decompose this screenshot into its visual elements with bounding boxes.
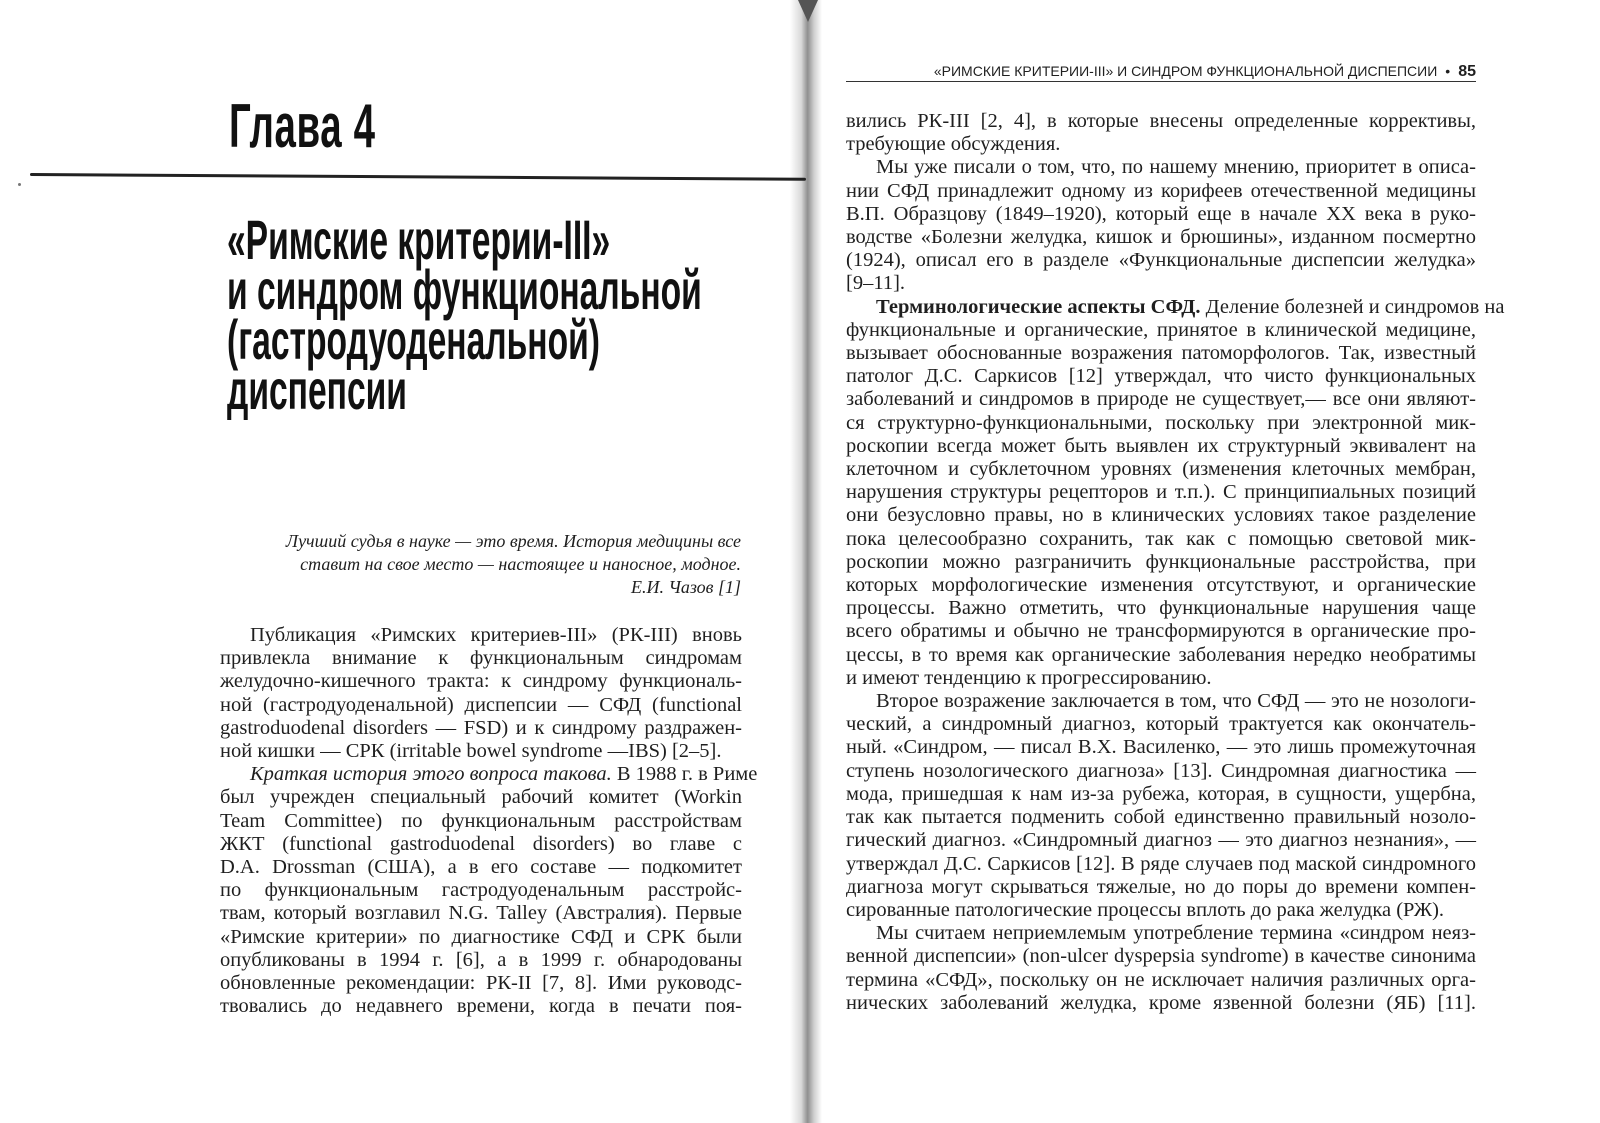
text-line: нии СФД принадлежит одному из корифеев отечественной медицины <box>846 179 1476 202</box>
paragraph <box>846 690 1476 922</box>
text-line: функциональные и органические, принятое в клинической медицине, <box>846 318 1476 341</box>
gutter-shadow-mark <box>798 0 818 22</box>
left-body-text <box>220 624 758 1018</box>
chapter-title-line: (гастродуоденальной) <box>227 308 600 371</box>
text-line: ной кишки — СРК (irritable bowel syndrome —IBS) [2–5]. <box>220 740 722 763</box>
text-line: всего обратимы и обычно не трансформируются в органические про- <box>846 620 1476 643</box>
text-line: был учрежден специальный рабочий комитет (Workin <box>220 786 742 809</box>
paragraph <box>846 156 1476 295</box>
text-line: вились РК-III [2, 4], в которые внесены определенные коррективы, <box>846 110 1476 132</box>
text-line: ступень нозологического диагноза» [13]. Синдромная диагностика — <box>846 759 1476 782</box>
paragraph <box>220 763 758 1018</box>
paragraph-lead-bold: Терминологические аспекты СФД. <box>876 295 1201 318</box>
text-line: заболеваний и синдромов в природе не существует,— все они являют- <box>846 388 1476 411</box>
page-number: 85 <box>1458 63 1476 80</box>
text-line: требующие обсуждения. <box>846 133 1061 156</box>
text-line: твовались до недавнего времени, когда в печати поя- <box>220 995 742 1018</box>
running-head-title: «РИМСКИЕ КРИТЕРИИ-III» И СИНДРОМ ФУНКЦИОНАЛЬНОЙ ДИСПЕПСИИ <box>933 63 1438 79</box>
text-line: Мы уже писали о том, что, по нашему мнению, приоритет в описа- <box>876 156 1476 179</box>
paragraph <box>846 922 1476 1015</box>
text-line: Публикация «Римских критериев-III» (РК-III) вновь <box>250 624 742 646</box>
chapter-title-line: «Римские критерии-III» <box>227 208 611 271</box>
text-line: диагноза могут скрываться тяжелые, но до поры до времени компен- <box>846 875 1476 898</box>
text-line: цессы, в то время как органические заболевания нередко необратимы <box>846 643 1476 666</box>
paragraph-lead-italic: Краткая история этого вопроса такова. <box>250 763 612 786</box>
chapter-title-line: и синдром функциональной <box>227 258 702 321</box>
epigraph-attribution: Е.И. Чазов [1] <box>630 577 741 597</box>
text-line: нических заболеваний желудка, кроме язвенной болезни (ЯБ) [11]. <box>846 991 1476 1014</box>
text-line-rest: В 1988 г. в Риме <box>611 763 758 786</box>
text-line: термина «СФД», поскольку он не исключает наличия различных орга- <box>846 968 1476 991</box>
text-line: по функциональным гастродуоденальным расстройс- <box>220 879 742 902</box>
text-line-rest: Деление болезней и синдромов на <box>1200 295 1505 318</box>
chapter-title-line: диспепсии <box>227 358 407 421</box>
text-line: (1924), описал его в разделе «Функциональные диспепсии желудка» <box>846 249 1476 272</box>
text-line: Мы считаем неприемлемым употребление термина «синдром неяз- <box>876 922 1476 945</box>
text-line: и имеют тенденцию к прогрессированию. <box>846 666 1212 689</box>
text-line: привлекла внимание к функциональным синдромам <box>220 647 742 670</box>
epigraph-line: ставит на свое место — настоящее и наносное, модное. <box>300 554 741 574</box>
text-line: Второе возражение заключается в том, что СФД — это не нозологи- <box>876 690 1476 713</box>
text-line: В.П. Образцову (1849–1920), который еще в начале XX века в руко- <box>846 202 1476 225</box>
text-line: венной диспепсии» (non-ulcer dyspepsia syndrome) в качестве синонима <box>846 945 1476 968</box>
scan-speck <box>18 183 21 186</box>
text-line: желудочно-кишечного тракта: к синдрому функциональ- <box>220 670 742 693</box>
text-line: патолог Д.С. Саркисов [12] утверждал, что чисто функциональных <box>846 365 1476 388</box>
text-line: водстве «Болезни желудка, кишок и брюшины», изданном посмертно <box>846 226 1476 249</box>
text-line: D.A. Drossman (США), а в его составе — подкомитет <box>220 856 742 879</box>
chapter-rule <box>30 173 806 181</box>
text-line: клеточном и субклеточном уровнях (изменения клеточных мембран, <box>846 458 1476 481</box>
text-line: роскопии можно разграничить функциональные расстройства, при <box>846 550 1476 573</box>
text-line: которых морфологические изменения отсутствуют, и органические <box>846 574 1476 597</box>
text-line: утверждал Д.С. Саркисов [12]. В ряде случаев под маской синдромного <box>846 852 1476 875</box>
running-head <box>846 62 1476 82</box>
text-line: роскопии всегда может быть выявлен их структурный эквивалент на <box>846 434 1476 457</box>
text-line: Team Committee) по функциональным расстройствам <box>220 809 742 832</box>
epigraph <box>245 530 741 599</box>
text-line: нарушения структуры рецепторов и т.п.). С принципиальных позиций <box>846 481 1476 504</box>
text-line: ся структурно-функциональными, поскольку при электронной мик- <box>846 411 1476 434</box>
text-line: «Римские критерии» по диагностике СФД и СРК были <box>220 925 742 948</box>
text-line: ной (гастродуоденальной) диспепсии — СФД (functional <box>220 693 742 716</box>
text-line: пока целесообразно сохранить, так как с помощью световой мик- <box>846 527 1476 550</box>
book-gutter <box>790 0 822 1123</box>
paragraph <box>220 624 742 763</box>
chapter-title <box>227 208 702 421</box>
text-line: ный. «Синдром, — писал В.Х. Василенко, — это лишь промежуточная <box>846 736 1476 759</box>
running-head-bullet: • <box>1445 63 1451 79</box>
paragraph <box>846 295 1505 690</box>
chapter-label: Глава 4 <box>229 92 376 161</box>
text-line: процессы. Важно отметить, что функциональные нарушения чаще <box>846 597 1476 620</box>
text-line: сированные патологические процессы вплоть до рака желудка (РЖ). <box>846 898 1445 921</box>
text-line: вызывает обоснованные возражения патоморфологов. Так, известный <box>846 342 1476 365</box>
right-body-text <box>846 110 1505 1015</box>
text-line: гический диагноз. «Синдромный диагноз — это диагноз незнания», — <box>846 829 1476 852</box>
text-line: gastroduodenal disorders — FSD) и к синдрому раздражен- <box>220 716 742 739</box>
running-head-rule <box>846 81 1476 82</box>
text-line: твам, который возглавил N.G. Talley (Австралия). Первые <box>220 902 742 925</box>
epigraph-line: Лучший судья в науке — это время. История медицины все <box>285 531 741 551</box>
text-line: ческий, а синдромный диагноз, который трактуется как окончатель- <box>846 713 1476 736</box>
text-line: мода, пришедшая к нам из-за рубежа, которая, в сущности, ущербна, <box>846 782 1476 805</box>
text-line: так как пытается подменить собой единственно правильный нозоло- <box>846 806 1476 829</box>
paragraph <box>846 110 1476 156</box>
text-line <box>846 295 1505 319</box>
text-line: обновленные рекомендации: РК-II [7, 8]. Ими руководс- <box>220 972 742 995</box>
text-line: опубликованы в 1994 г. [6], а в 1999 г. обнародованы <box>220 948 742 971</box>
text-line: они безусловно правы, но в клинических условиях такое разделение <box>846 504 1476 527</box>
text-line <box>220 763 758 786</box>
text-line: [9–11]. <box>846 272 906 295</box>
text-line: ЖКТ (functional gastroduodenal disorders) во главе с <box>220 832 742 855</box>
